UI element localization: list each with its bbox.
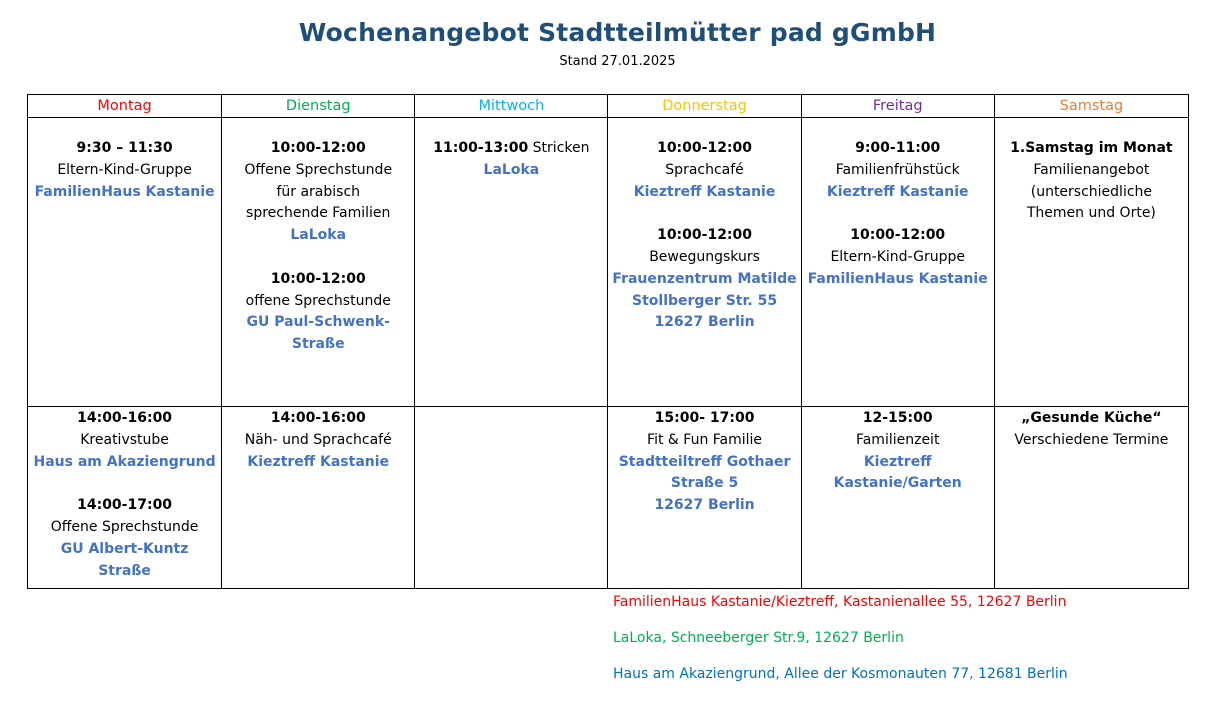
cell-saturday-morning	[994, 118, 1188, 407]
event-description: Familienfrühstück	[835, 161, 960, 178]
event-time: 14:00-16:00	[77, 410, 173, 426]
event-location: Haus am Akaziengrund	[33, 453, 216, 470]
day-header-saturday: Samstag	[994, 95, 1188, 118]
event-block	[804, 225, 992, 290]
event-location: Stollberger Str. 55	[632, 292, 778, 309]
event-description: Kreativstube	[80, 431, 169, 448]
event-time: 12-15:00	[862, 410, 933, 426]
day-header-wednesday: Mittwoch	[415, 95, 608, 118]
address-familienhaus: FamilienHaus Kastanie/Kieztreff, Kastanienallee 55, 12627 Berlin	[613, 594, 1067, 610]
event-time: 1.Samstag im Monat	[1010, 140, 1173, 156]
cell-tuesday-morning	[222, 118, 415, 407]
event-location: 12627 Berlin	[654, 497, 755, 514]
event-location: GU Albert-Kuntz	[60, 540, 189, 557]
event-location: Straße 5	[670, 475, 739, 492]
event-description: Verschiedene Termine	[1014, 431, 1169, 448]
event-location: LaLoka	[290, 227, 347, 244]
event-description: Eltern-Kind-Gruppe	[57, 161, 192, 178]
event-location: Frauenzentrum Matilde	[612, 270, 797, 287]
event-block	[30, 408, 219, 473]
event-time: 9:30 – 11:30	[76, 140, 173, 156]
day-header-thursday: Donnerstag	[608, 95, 801, 118]
day-header-monday: Montag	[28, 95, 222, 118]
page-subtitle: Stand 27.01.2025	[559, 54, 676, 69]
event-location: Kieztreff Kastanie	[633, 183, 776, 200]
event-description: Offene Sprechstunde	[50, 518, 199, 535]
event-time: 10:00-12:00	[270, 270, 366, 287]
event-time: 15:00- 17:00	[654, 410, 755, 426]
event-description: Eltern-Kind-Gruppe	[830, 248, 965, 265]
event-block	[997, 138, 1186, 225]
event-description: Näh- und Sprachcafé	[244, 431, 392, 448]
event-description: Themen und Orte)	[1026, 205, 1156, 222]
event-description: Bewegungskurs	[649, 248, 760, 265]
day-header-row	[28, 95, 1189, 118]
day-header-tuesday: Dienstag	[222, 95, 415, 118]
event-block	[30, 495, 219, 582]
event-description: (unterschiedliche	[1030, 183, 1153, 200]
afternoon-row	[28, 407, 1189, 589]
event-location: Kieztreff Kastanie	[247, 453, 390, 470]
event-block	[30, 138, 219, 203]
event-time: 10:00-12:00	[657, 140, 753, 156]
day-header-friday: Freitag	[801, 95, 994, 118]
event-location: Straße	[98, 562, 151, 579]
event-block	[224, 269, 412, 356]
event-block	[610, 225, 798, 334]
event-line	[417, 138, 605, 160]
event-location: Kastanie/Garten	[833, 475, 962, 492]
event-location: LaLoka	[483, 161, 540, 178]
event-location: FamilienHaus Kastanie	[34, 183, 215, 200]
event-description: Sprachcafé	[665, 161, 744, 178]
event-block	[804, 138, 992, 203]
cell-friday-morning	[801, 118, 994, 407]
event-time: 11:00-13:00	[433, 140, 529, 156]
address-laloka: LaLoka, Schneeberger Str.9, 12627 Berlin	[613, 630, 904, 646]
event-block	[610, 138, 798, 203]
event-description: Familienzeit	[855, 431, 940, 448]
event-block	[224, 138, 412, 247]
event-time: 10:00-12:00	[850, 227, 946, 244]
event-block	[610, 408, 798, 517]
cell-monday-afternoon	[28, 407, 222, 589]
cell-wednesday-morning	[415, 118, 608, 407]
event-description: Stricken	[528, 140, 590, 156]
event-location: Straße	[291, 336, 345, 353]
event-location: Stadtteiltreff Gothaer	[618, 453, 791, 470]
event-block	[417, 138, 605, 182]
event-time: „Gesunde Küche“	[1021, 410, 1162, 426]
weekly-schedule-table	[27, 94, 1189, 589]
cell-wednesday-afternoon	[415, 407, 608, 589]
cell-tuesday-afternoon	[222, 407, 415, 589]
event-location: FamilienHaus Kastanie	[807, 270, 988, 287]
event-description: sprechende Familien	[246, 205, 391, 222]
event-block	[804, 408, 992, 495]
event-description: Fit & Fun Familie	[647, 431, 763, 448]
event-description: Familienangebot	[1033, 161, 1150, 178]
event-description: Offene Sprechstunde	[244, 161, 393, 178]
cell-friday-afternoon	[801, 407, 994, 589]
event-time: 14:00-17:00	[77, 497, 173, 514]
event-time: 10:00-12:00	[657, 227, 753, 244]
event-description: für arabisch	[276, 183, 361, 200]
event-location: Kieztreff	[863, 453, 932, 470]
event-time: 10:00-12:00	[270, 140, 366, 156]
event-time: 9:00-11:00	[855, 140, 941, 156]
event-block	[224, 408, 412, 473]
cell-thursday-afternoon	[608, 407, 801, 589]
event-time: 14:00-16:00	[270, 410, 366, 426]
event-location: Kieztreff Kastanie	[826, 183, 969, 200]
event-location: GU Paul-Schwenk-	[246, 314, 390, 331]
event-block	[997, 408, 1186, 452]
page-title: Wochenangebot Stadtteilmütter pad gGmbH	[298, 18, 937, 47]
event-description: offene Sprechstunde	[245, 292, 391, 309]
morning-row	[28, 118, 1189, 407]
cell-thursday-morning	[608, 118, 801, 407]
cell-monday-morning	[28, 118, 222, 407]
cell-saturday-afternoon	[994, 407, 1188, 589]
address-akaziengrund: Haus am Akaziengrund, Allee der Kosmonauten 77, 12681 Berlin	[613, 666, 1068, 682]
event-location: 12627 Berlin	[654, 314, 755, 331]
